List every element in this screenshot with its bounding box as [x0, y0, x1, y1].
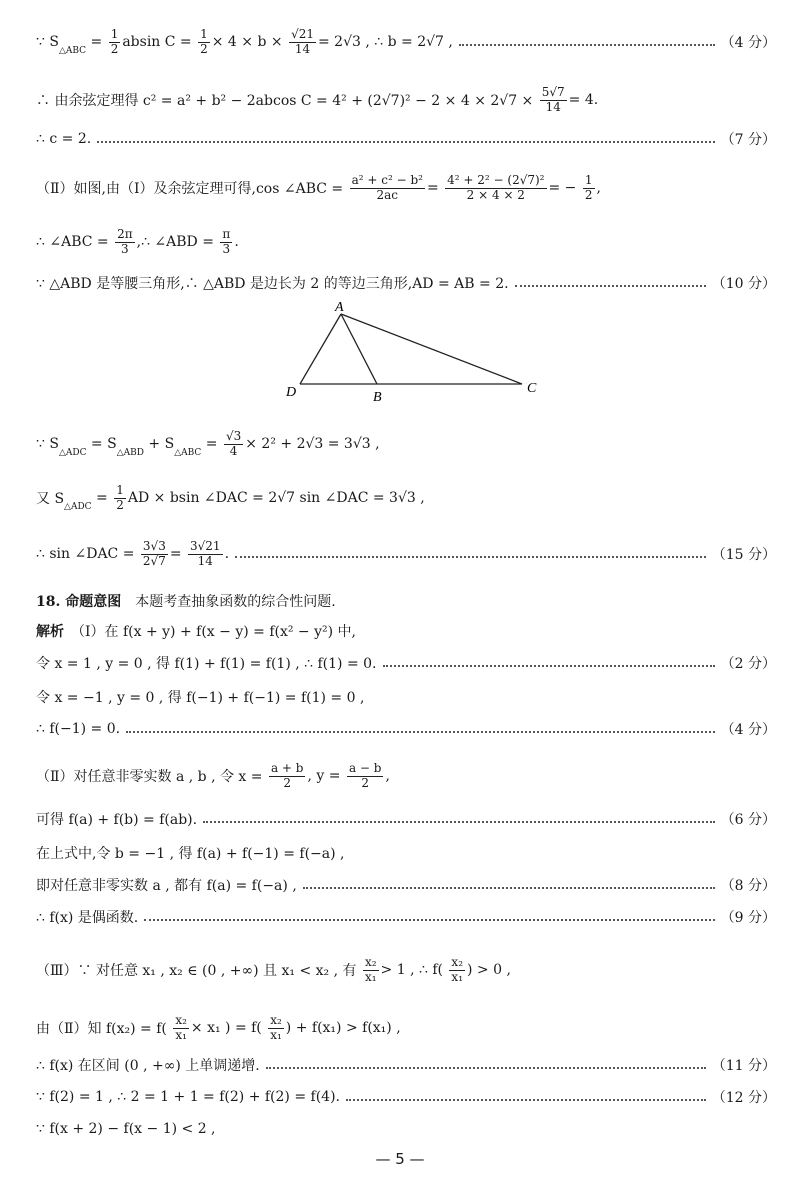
- solution-line: [36, 480, 776, 516]
- score-label: （12 分）: [711, 1090, 776, 1106]
- fraction: [268, 1014, 284, 1041]
- fraction-numerator: 1: [584, 173, 593, 188]
- triangle-figure: [280, 300, 560, 410]
- dot-leader: [346, 1098, 706, 1101]
- line-text: [36, 653, 377, 673]
- line-text: [36, 28, 453, 55]
- solution-line: [36, 1052, 776, 1078]
- solution-line: [36, 904, 776, 930]
- page-number: — 5 —: [375, 1150, 425, 1168]
- text-run: = S: [86, 436, 117, 452]
- fraction-denominator: 3: [222, 241, 231, 256]
- dot-leader: [97, 140, 714, 143]
- solution-line: [36, 588, 776, 614]
- text-run: × 4 × b ×: [211, 34, 288, 50]
- line-text: [36, 591, 336, 611]
- text-run: ∴ f(x) 在区间 (0 , +∞) 上单调递增.: [36, 1058, 260, 1074]
- subscript: △ABD: [116, 447, 144, 458]
- line-text: [36, 809, 197, 829]
- text-run: =: [169, 546, 187, 562]
- score-label: （10 分）: [711, 276, 776, 292]
- fraction-numerator: a² + c² − b²: [351, 173, 423, 188]
- text-run: absin C =: [122, 34, 197, 50]
- text-run: ∴ 由余弦定理得 c² = a² + b² − 2abcos C = 4² + (2√7)² − 2 × 4 × 2√7 ×: [36, 93, 538, 109]
- fraction: [445, 174, 546, 201]
- fraction-numerator: 4² + 2² − (2√7)²: [447, 173, 545, 188]
- fraction: [289, 28, 316, 55]
- solution-line: [36, 426, 776, 462]
- fraction: [141, 540, 168, 567]
- text-run: ) + f(x₁) > f(x₁) ,: [285, 1020, 401, 1036]
- text-run: （Ⅱ）如图,由（Ⅰ）及余弦定理可得,cos ∠ABC =: [36, 181, 348, 197]
- text-run: 在上式中,令 b = −1 , 得 f(a) + f(−1) = f(−a) ,: [36, 846, 345, 862]
- label-D: D: [286, 385, 297, 400]
- fraction-numerator: x₂: [175, 1013, 187, 1028]
- score-label: （11 分）: [711, 1058, 776, 1074]
- solution-line: [36, 618, 776, 644]
- fraction-denominator: x₁: [175, 1027, 187, 1042]
- fraction: [114, 484, 126, 511]
- fraction-denominator: 2: [200, 41, 208, 56]
- solution-line: [36, 758, 776, 794]
- solution-line: [36, 1006, 776, 1050]
- fraction: [449, 956, 465, 983]
- score-label: （4 分）: [720, 722, 776, 738]
- label-B: B: [373, 390, 382, 405]
- fraction-denominator: 2: [283, 775, 292, 790]
- text-run: 令 x = −1 , y = 0 , 得 f(−1) + f(−1) = f(1) = 0 ,: [36, 690, 365, 706]
- solution-line: [36, 1084, 776, 1110]
- dot-leader: [235, 555, 706, 558]
- line-text: [36, 762, 390, 789]
- text-run: =: [426, 180, 444, 196]
- text-run: > 1 , ∴ f(: [380, 962, 448, 978]
- line-text: [36, 721, 120, 737]
- dot-leader: [126, 730, 715, 733]
- fraction: [224, 430, 243, 457]
- fraction-numerator: √3: [225, 429, 242, 444]
- text-run: = −: [548, 180, 581, 196]
- text-run: ∵ f(2) = 1 , ∴ 2 = 1 + 1 = f(2) + f(2) = f(4).: [36, 1089, 340, 1105]
- solution-line: [36, 806, 776, 832]
- fraction-denominator: x₁: [364, 969, 377, 984]
- score-label: （2 分）: [720, 656, 776, 672]
- text-run: ∵ △ABD 是等腰三角形,∴ △ABD 是边长为 2 的等边三角形,AD = AB = 2.: [36, 276, 509, 292]
- bold-heading: 18. 命题意图: [36, 594, 122, 610]
- line-text: [36, 86, 598, 113]
- text-run: 令 x = 1 , y = 0 , 得 f(1) + f(1) = f(1) , ∴ f(1) = 0.: [36, 656, 377, 672]
- solution-line: [36, 24, 776, 60]
- dot-leader: [144, 918, 714, 921]
- fraction: [220, 228, 232, 255]
- line-text: [36, 621, 356, 641]
- fraction: [540, 86, 567, 113]
- bold-heading: 解析: [36, 624, 64, 640]
- text-run: （Ⅱ）对任意非零实数 a , b , 令 x =: [36, 769, 267, 785]
- text-run: = 2√3 , ∴ b = 2√7 ,: [317, 34, 453, 50]
- text-run: ∴ f(x) 是偶函数.: [36, 910, 139, 926]
- solution-line: [36, 650, 776, 676]
- text-run: , y =: [307, 768, 345, 784]
- line-text: [36, 1014, 401, 1041]
- fraction: [350, 174, 425, 201]
- text-run: =: [91, 490, 113, 506]
- fraction-numerator: x₂: [270, 1013, 282, 1028]
- fraction-denominator: x₁: [270, 1027, 282, 1042]
- score-label: （6 分）: [720, 812, 776, 828]
- text-run: ∵ f(x + 2) − f(x − 1) < 2 ,: [36, 1121, 216, 1137]
- fraction: [363, 956, 379, 983]
- subscript: △ADC: [58, 447, 87, 458]
- text-run: （Ⅰ）在 f(x + y) + f(x − y) = f(x² − y²) 中,: [64, 624, 356, 640]
- dot-leader: [303, 886, 715, 889]
- fraction: [269, 762, 306, 789]
- fraction-numerator: a + b: [270, 761, 304, 776]
- solution-line: [36, 948, 776, 992]
- text-run: ,: [385, 768, 390, 784]
- fraction-numerator: 2π: [117, 227, 133, 242]
- fraction: [188, 540, 223, 567]
- line-text: [36, 956, 511, 983]
- line-text: [36, 131, 91, 147]
- line-text: [36, 540, 229, 567]
- fraction-denominator: 2: [361, 775, 370, 790]
- solution-line: [36, 684, 776, 710]
- text-run: .: [234, 234, 239, 250]
- text-run: .: [224, 546, 230, 562]
- line-text: [36, 907, 138, 927]
- fraction-numerator: √21: [291, 27, 314, 42]
- text-run: × x₁ ) = f(: [190, 1020, 267, 1036]
- line-text: [36, 273, 509, 293]
- solution-line: [36, 1116, 776, 1142]
- fraction-denominator: x₁: [451, 969, 463, 984]
- text-run: ∵ S: [36, 34, 59, 50]
- text-run: （Ⅲ）∵ 对任意 x₁ , x₂ ∈ (0 , +∞) 且 x₁ < x₂ , 有: [36, 963, 361, 979]
- text-run: ) > 0 ,: [467, 962, 511, 978]
- fraction-numerator: 5√7: [541, 85, 565, 100]
- solution-line: [36, 82, 776, 118]
- score-label: （8 分）: [720, 878, 776, 894]
- fraction: [115, 228, 135, 255]
- fraction-numerator: 1: [110, 27, 119, 42]
- solution-line: [36, 872, 776, 898]
- fraction-numerator: 1: [116, 483, 124, 498]
- fraction: [583, 174, 595, 201]
- fraction-denominator: 14: [545, 99, 561, 114]
- text-run: × 2² + 2√3 = 3√3 ,: [245, 436, 380, 452]
- edge-AB: [341, 314, 377, 384]
- fraction: [173, 1014, 189, 1041]
- solution-line: [36, 534, 776, 574]
- fraction-denominator: 2ac: [376, 187, 399, 202]
- text-run: ∵ S: [36, 436, 59, 452]
- solution-line: [36, 224, 776, 260]
- fraction-denominator: 2: [584, 187, 593, 202]
- dot-leader: [266, 1066, 706, 1069]
- line-text: [36, 687, 364, 707]
- fraction-denominator: 2: [116, 497, 124, 512]
- text-run: =: [86, 34, 107, 50]
- text-run: 可得 f(a) + f(b) = f(ab).: [36, 812, 198, 828]
- label-A: A: [335, 300, 344, 315]
- score-label: （9 分）: [720, 910, 776, 926]
- fraction: [347, 762, 384, 789]
- line-text: [36, 1121, 216, 1137]
- solution-line: [36, 126, 776, 152]
- text-run: 由（Ⅱ）知 f(x₂) = f(: [36, 1021, 172, 1037]
- fraction-denominator: 2 × 4 × 2: [466, 187, 525, 202]
- text-run: = 4.: [568, 92, 599, 108]
- text-run: 本题考查抽象函数的综合性问题.: [121, 594, 336, 610]
- line-text: [36, 228, 239, 255]
- fraction-numerator: a − b: [348, 761, 382, 776]
- fraction-numerator: 3√21: [190, 539, 221, 554]
- fraction-denominator: 14: [197, 553, 213, 568]
- line-text: [36, 1055, 260, 1075]
- fraction-denominator: 14: [294, 41, 311, 56]
- fraction-numerator: 1: [200, 27, 208, 42]
- label-C: C: [527, 381, 537, 396]
- text-run: 即对任意非零实数 a , 都有 f(a) = f(−a) ,: [36, 878, 297, 894]
- text-run: ∴ sin ∠DAC =: [36, 546, 139, 562]
- fraction-numerator: 3√3: [142, 539, 166, 554]
- fraction-numerator: x₂: [451, 955, 463, 970]
- line-text: [36, 484, 425, 511]
- solution-line: [36, 840, 776, 866]
- fraction-denominator: 2: [110, 41, 119, 56]
- fraction-numerator: π: [222, 227, 231, 242]
- line-text: [36, 1089, 340, 1105]
- text-run: =: [201, 436, 222, 452]
- text-run: 又 S: [36, 491, 65, 507]
- fraction-denominator: 4: [229, 443, 238, 458]
- solution-line: [36, 168, 776, 208]
- dot-leader: [383, 664, 715, 667]
- fraction-denominator: 3: [121, 241, 129, 256]
- text-run: ∴ f(−1) = 0.: [36, 721, 121, 737]
- dot-leader: [515, 284, 706, 287]
- score-label: （7 分）: [720, 132, 776, 148]
- text-run: + S: [143, 436, 175, 452]
- solution-line: [36, 716, 776, 742]
- line-text: [36, 843, 344, 863]
- text-run: ∴ c = 2.: [36, 131, 92, 147]
- line-text: [36, 430, 380, 457]
- text-run: ,: [596, 180, 601, 196]
- score-label: （15 分）: [711, 547, 776, 563]
- text-run: ,∴ ∠ABD =: [136, 234, 219, 250]
- subscript: △ABC: [58, 45, 87, 56]
- edge-DA: [300, 314, 341, 384]
- subscript: △ADC: [64, 501, 92, 512]
- fraction-denominator: 2√7: [142, 553, 166, 568]
- fraction: [198, 28, 210, 55]
- text-run: ∴ ∠ABC =: [36, 234, 114, 250]
- dot-leader: [203, 820, 715, 823]
- solution-line: [36, 270, 776, 296]
- line-text: [36, 875, 297, 895]
- dot-leader: [459, 43, 715, 46]
- subscript: △ABC: [174, 447, 202, 458]
- line-text: [36, 174, 601, 201]
- edge-AC: [341, 314, 522, 384]
- fraction-numerator: x₂: [364, 955, 377, 970]
- fraction: [109, 28, 121, 55]
- score-label: （4 分）: [720, 35, 776, 51]
- text-run: AD × bsin ∠DAC = 2√7 sin ∠DAC = 3√3 ,: [127, 490, 425, 506]
